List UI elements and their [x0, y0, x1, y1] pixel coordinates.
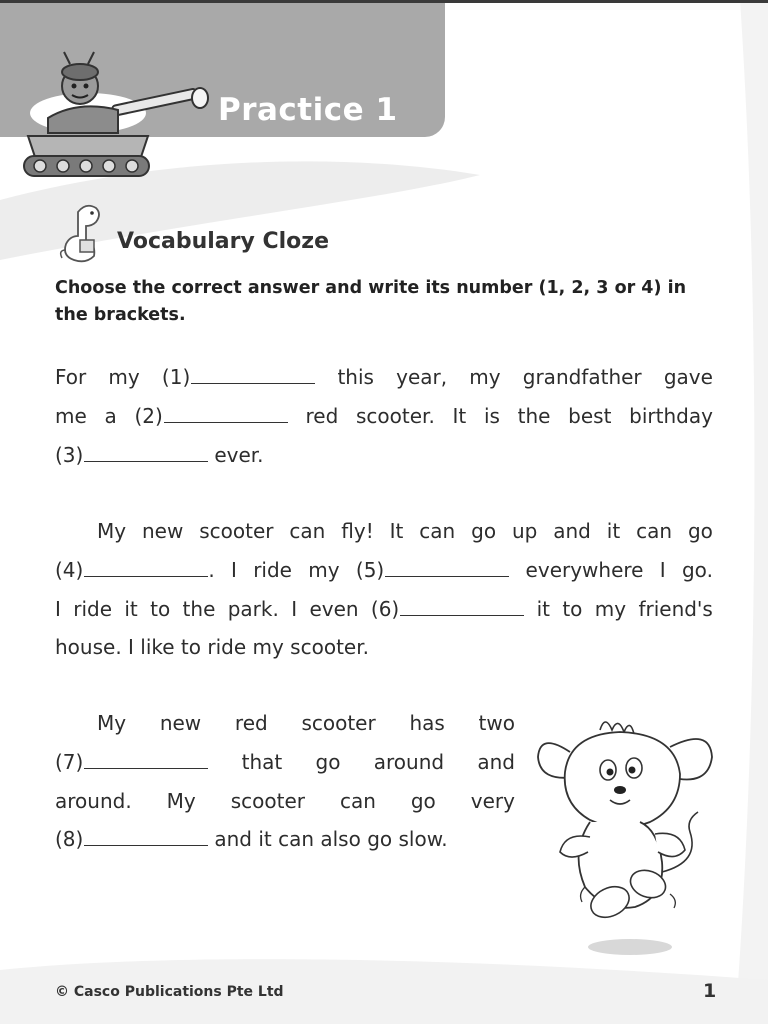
word: red: [305, 404, 339, 428]
word: It: [452, 404, 467, 428]
word: scooter.: [356, 404, 435, 428]
blank-number: (1): [161, 365, 191, 389]
word: can: [636, 519, 673, 543]
word: I: [231, 558, 237, 582]
copyright: © Casco Publications Pte Ltd: [55, 984, 284, 1000]
page-number: 1: [703, 980, 717, 1002]
word: can: [339, 789, 376, 813]
blank-number: (2): [134, 404, 163, 428]
word: go: [471, 519, 497, 543]
word: even: [309, 597, 359, 621]
word: go: [410, 789, 436, 813]
mouse-character-illustration: [530, 712, 720, 962]
word: scooter: [230, 789, 305, 813]
word: scooter: [199, 519, 274, 543]
word: It: [389, 519, 404, 543]
footer-swoosh: [0, 940, 768, 1024]
word: the: [517, 404, 551, 428]
blank-line: [84, 441, 208, 462]
word: gave: [663, 365, 713, 389]
blank-number: (3): [55, 443, 84, 467]
word: best: [568, 404, 612, 428]
word: can: [419, 519, 456, 543]
blank-number: (8): [55, 827, 84, 851]
instructions: Choose the correct answer and write its number (1, 2, 3 or 4) in the brackets.: [55, 278, 687, 325]
paragraph-3-line-3: [55, 785, 515, 817]
paragraph-3-line-2: [55, 746, 515, 778]
blank-line: [400, 595, 524, 616]
blank-line: [84, 556, 208, 577]
sentence: house. I like to ride my scooter.: [55, 635, 369, 659]
word: I: [659, 558, 666, 582]
word: the: [182, 597, 216, 621]
paragraph-2-line-1: [55, 515, 713, 547]
word: very: [470, 789, 515, 813]
blank-line: [84, 825, 208, 846]
word: go: [687, 519, 713, 543]
paragraph-1-line-3: [55, 439, 713, 471]
word: friend's: [638, 597, 713, 621]
blank-8[interactable]: [55, 823, 208, 855]
word: to: [562, 597, 583, 621]
blank-line: [164, 402, 288, 423]
word: my: [308, 558, 340, 582]
word: that: [241, 750, 283, 774]
word: to: [150, 597, 171, 621]
word: me: [55, 404, 87, 428]
paragraph-2-line-3: [55, 593, 713, 625]
word: has: [409, 711, 445, 735]
blank-5[interactable]: [356, 554, 509, 586]
sentence: and it can also go slow.: [214, 827, 448, 851]
blank-line: [191, 363, 315, 384]
word: it: [124, 597, 138, 621]
word: ever.: [214, 443, 264, 467]
blank-number: (7): [55, 750, 84, 774]
section-title: Vocabulary Cloze: [117, 229, 329, 254]
word: red: [234, 711, 268, 735]
paragraph-1-line-2: [55, 400, 713, 432]
period: .: [208, 558, 215, 582]
word: and: [553, 519, 591, 543]
word: can: [289, 519, 326, 543]
paragraph-3-line-1: [55, 707, 515, 739]
word: park.: [227, 597, 279, 621]
blank-line: [84, 748, 208, 769]
paragraph-2-line-2: [55, 554, 713, 586]
word: birthday: [629, 404, 713, 428]
word: it: [606, 519, 621, 543]
blank-number: (5): [355, 558, 385, 582]
word: I: [291, 597, 298, 621]
word: two: [478, 711, 515, 735]
paragraph-2-line-4: [55, 631, 713, 663]
dinosaur-icon: [56, 200, 116, 266]
paragraph-1-line-1: [55, 361, 713, 393]
word: new: [142, 519, 184, 543]
word: around: [373, 750, 445, 774]
word: For: [55, 365, 87, 389]
word: it: [536, 597, 550, 621]
word: is: [483, 404, 500, 428]
word: everywhere: [525, 558, 644, 582]
blank-7[interactable]: [55, 746, 208, 778]
word: this: [337, 365, 374, 389]
tank-character-illustration: [18, 48, 218, 183]
word: year,: [396, 365, 448, 389]
word: I: [55, 597, 61, 621]
word: My: [166, 789, 196, 813]
blank-1[interactable]: [162, 361, 315, 393]
word: my: [108, 365, 140, 389]
word: grandfather: [522, 365, 642, 389]
word: go.: [681, 558, 713, 582]
word: My: [97, 711, 127, 735]
page-title: Practice 1: [218, 92, 398, 128]
word: and: [477, 750, 515, 774]
word: fly!: [341, 519, 374, 543]
blank-line: [385, 556, 509, 577]
word: scooter: [301, 711, 376, 735]
word: up: [511, 519, 538, 543]
word: go: [315, 750, 341, 774]
word: ride: [73, 597, 113, 621]
word: my: [469, 365, 501, 389]
word: My: [97, 519, 127, 543]
blank-number: (4): [55, 558, 84, 582]
word: a: [104, 404, 117, 428]
blank-3[interactable]: [55, 439, 208, 471]
blank-number: (6): [370, 597, 400, 621]
word: around.: [55, 789, 132, 813]
blank-2[interactable]: [134, 400, 287, 432]
word: my: [594, 597, 627, 621]
blank-4[interactable]: [55, 554, 215, 586]
word: new: [159, 711, 202, 735]
blank-6[interactable]: [371, 593, 524, 625]
word: ride: [253, 558, 292, 582]
